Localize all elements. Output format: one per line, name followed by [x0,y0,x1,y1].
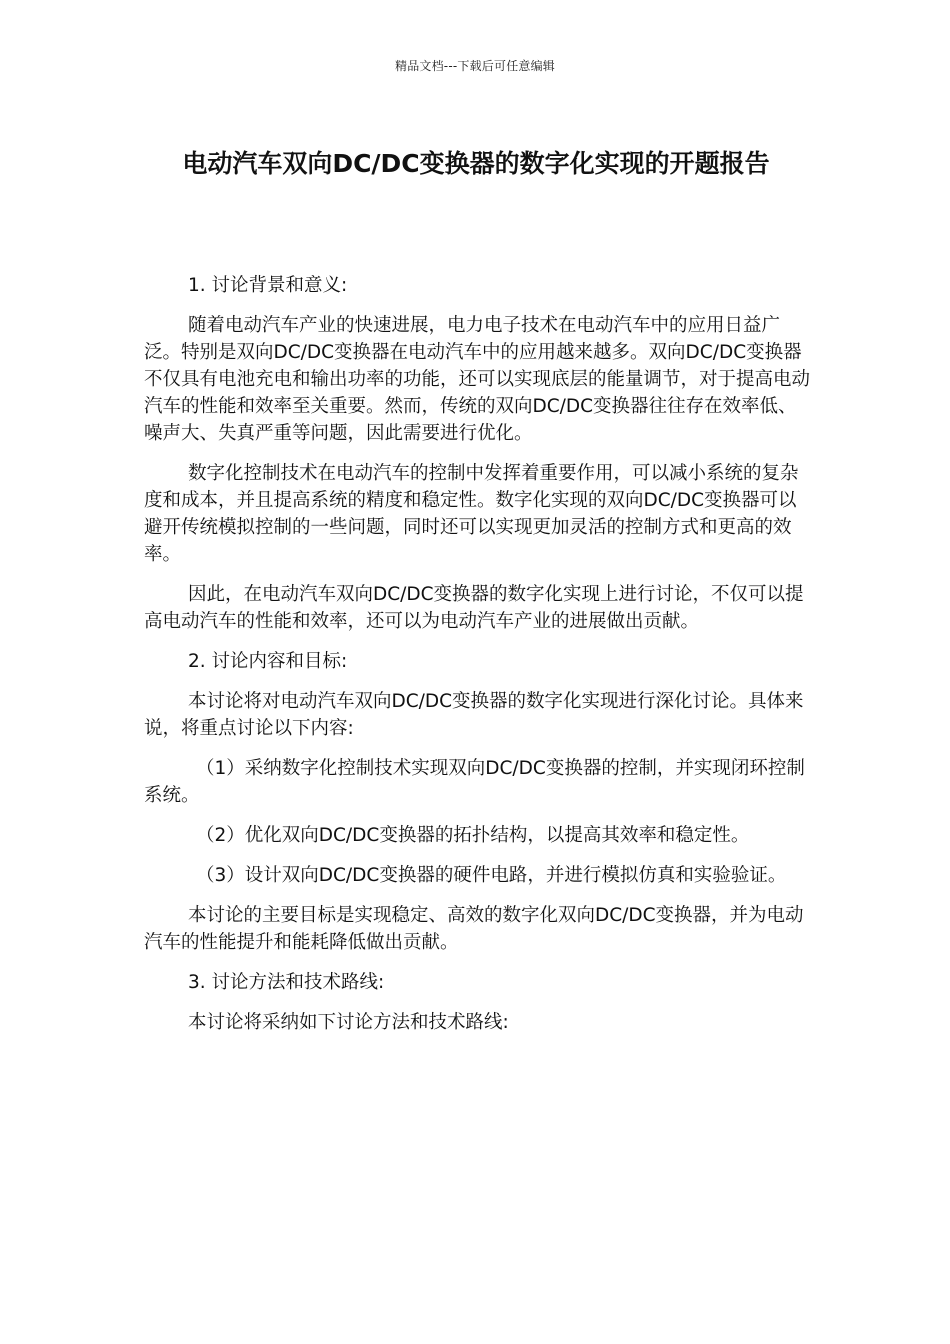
list-item: （3）设计双向DC/DC变换器的硬件电路，并进行模拟仿真和实验验证。 [196,865,787,886]
section-heading-background: 1. 讨论背景和意义: [188,275,348,296]
paragraph: 数字化控制技术在电动汽车的控制中发挥着重要作用，可以减小系统的复杂度和成本，并且提高系统的精度和稳定性。数字化实现的双向DC/DC变换器可以避开传统模拟控制的一些问题，同时还可以实现更加灵活的控制方式和更高的效率。 [144,463,799,565]
paragraph: 本讨论的主要目标是实现稳定、高效的数字化双向DC/DC变换器，并为电动汽车的性能提升和能耗降低做出贡献。 [144,905,804,953]
paragraph: 本讨论将采纳如下讨论方法和技术路线: [188,1012,509,1033]
section-heading-methods: 3. 讨论方法和技术路线: [188,972,385,993]
paragraph: 本讨论将对电动汽车双向DC/DC变换器的数字化实现进行深化讨论。具体来说，将重点讨论以下内容: [144,691,804,739]
section-heading-content-goals: 2. 讨论内容和目标: [188,651,348,672]
page-header: 精品文档---下载后可任意编辑 [395,59,555,73]
list-item: （1）采纳数字化控制技术实现双向DC/DC变换器的控制，并实现闭环控制系统。 [144,758,805,806]
paragraph: 因此，在电动汽车双向DC/DC变换器的数字化实现上进行讨论，不仅可以提高电动汽车的性能和效率，还可以为电动汽车产业的进展做出贡献。 [144,584,804,632]
paragraph: 随着电动汽车产业的快速进展，电力电子技术在电动汽车中的应用日益广泛。特别是双向DC/DC变换器在电动汽车中的应用越来越多。双向DC/DC变换器不仅具有电池充电和输出功率的功能，还可以实现底层的能量调节，对于提高电动汽车的性能和效率至关重要。然而，传统的双向DC/DC变换器往往存在效率低、噪声大、失真严重等问题，因此需要进行优化。 [144,315,811,444]
list-item: （2）优化双向DC/DC变换器的拓扑结构，以提高其效率和稳定性。 [196,825,750,846]
document-body [144,272,810,1049]
document-title: 电动汽车双向DC/DC变换器的数字化实现的开题报告 [182,149,770,178]
